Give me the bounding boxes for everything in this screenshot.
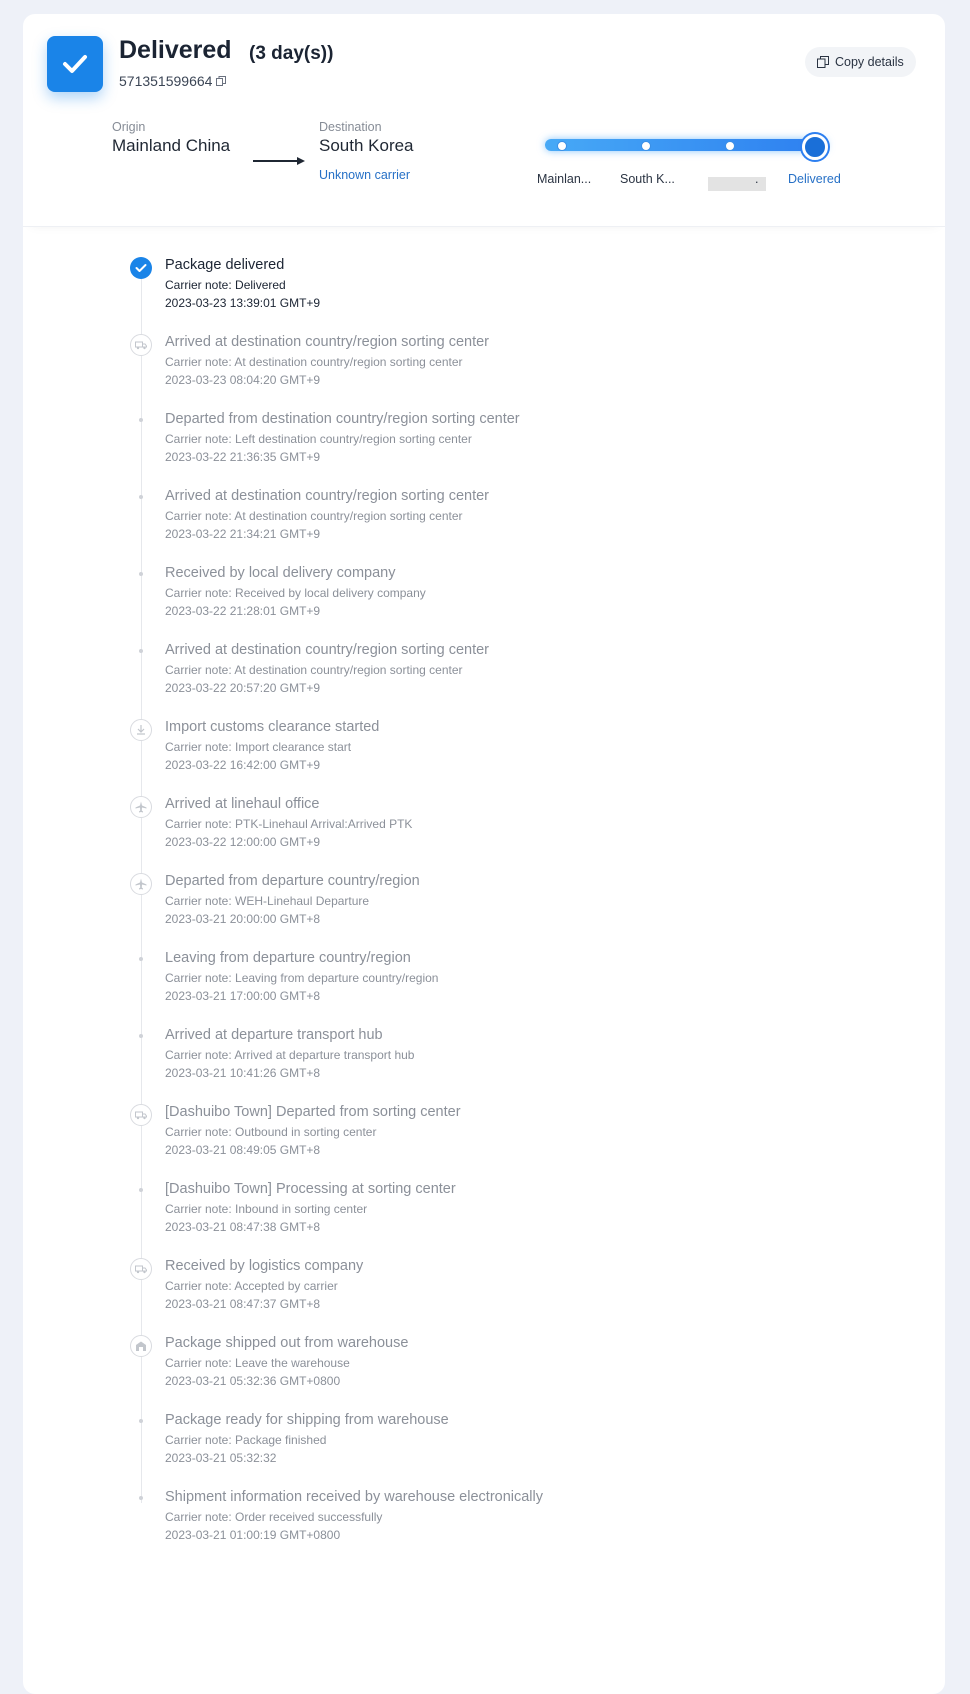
event-carrier-note: Carrier note: Arrived at departure transport hub — [165, 1048, 415, 1062]
progress-step-label: Mainlan... — [537, 172, 592, 186]
event-title: Shipment information received by warehouse electronically — [165, 1489, 543, 1505]
event-carrier-note: Carrier note: Delivered — [165, 278, 286, 292]
event-carrier-note: Carrier note: Order received successfully — [165, 1510, 383, 1524]
dot-icon — [139, 1496, 143, 1500]
event-timestamp: 2023-03-21 01:00:19 GMT+0800 — [165, 1528, 341, 1542]
carrier-link[interactable]: Unknown carrier — [319, 168, 411, 182]
event-title: Arrived at destination country/region sorting center — [165, 488, 490, 504]
timeline-event — [23, 1104, 945, 1180]
destination-label: Destination — [319, 120, 382, 134]
event-title: Package shipped out from warehouse — [165, 1335, 409, 1351]
progress-fill — [545, 139, 827, 151]
event-title: Package ready for shipping from warehouse — [165, 1412, 449, 1428]
event-carrier-note: Carrier note: At destination country/region sorting center — [165, 509, 463, 523]
event-title: Departed from destination country/region sorting center — [165, 411, 520, 427]
event-timestamp: 2023-03-21 08:49:05 GMT+8 — [165, 1143, 321, 1157]
timeline-event — [23, 1489, 945, 1565]
route-arrow-icon — [253, 157, 305, 165]
event-timestamp: 2023-03-21 08:47:38 GMT+8 — [165, 1220, 321, 1234]
event-title: Departed from departure country/region — [165, 873, 420, 889]
event-title: Arrived at departure transport hub — [165, 1027, 383, 1043]
destination-value: South Korea — [319, 136, 414, 155]
tracking-card — [23, 14, 945, 1694]
timeline-event — [23, 719, 945, 795]
event-timestamp: 2023-03-22 21:36:35 GMT+9 — [165, 450, 321, 464]
timeline-event — [23, 1258, 945, 1334]
event-carrier-note: Carrier note: Leaving from departure country/region — [165, 971, 439, 985]
dot-icon — [139, 649, 143, 653]
truck-icon — [130, 1104, 152, 1126]
delivered-status-icon — [47, 36, 103, 92]
event-title: Leaving from departure country/region — [165, 950, 411, 966]
dot-icon — [139, 1034, 143, 1038]
event-timestamp: 2023-03-23 13:39:01 GMT+9 — [165, 296, 321, 310]
timeline-event — [23, 488, 945, 564]
event-timestamp: 2023-03-21 17:00:00 GMT+8 — [165, 989, 321, 1003]
event-carrier-note: Carrier note: Left destination country/region sorting center — [165, 432, 472, 446]
event-timestamp: 2023-03-22 21:28:01 GMT+9 — [165, 604, 321, 618]
event-carrier-note: Carrier note: At destination country/region sorting center — [165, 355, 463, 369]
origin-value: Mainland China — [112, 136, 231, 155]
progress-step-label-current: Delivered — [788, 172, 841, 186]
event-timestamp: 2023-03-21 08:47:37 GMT+8 — [165, 1297, 321, 1311]
timeline-event — [23, 257, 945, 333]
event-carrier-note: Carrier note: Outbound in sorting center — [165, 1125, 377, 1139]
copy-icon[interactable] — [216, 76, 226, 86]
dot-icon — [139, 495, 143, 499]
copy-details-label: Copy details — [835, 55, 904, 69]
event-title: Received by logistics company — [165, 1258, 364, 1274]
progress-step-label: South K... — [620, 172, 675, 186]
tracking-number[interactable]: 571351599664 — [119, 73, 213, 89]
event-carrier-note: Carrier note: At destination country/region sorting center — [165, 663, 463, 677]
event-timestamp: 2023-03-22 12:00:00 GMT+9 — [165, 835, 321, 849]
event-carrier-note: Carrier note: Package finished — [165, 1433, 327, 1447]
timeline-event — [23, 642, 945, 718]
event-title: [Dashuibo Town] Departed from sorting center — [165, 1104, 461, 1120]
truck-icon — [130, 1258, 152, 1280]
tracking-number-row[interactable] — [119, 73, 226, 89]
event-carrier-note: Carrier note: Leave the warehouse — [165, 1356, 350, 1370]
event-carrier-note: Carrier note: Accepted by carrier — [165, 1279, 338, 1293]
event-title: Import customs clearance started — [165, 719, 380, 735]
event-timestamp: 2023-03-21 20:00:00 GMT+8 — [165, 912, 321, 926]
event-carrier-note: Carrier note: PTK-Linehaul Arrival:Arrived PTK — [165, 817, 413, 831]
tracking-header — [23, 14, 945, 227]
copy-icon — [817, 56, 829, 68]
event-timestamp: 2023-03-21 05:32:32 — [165, 1451, 277, 1465]
copy-details-button[interactable] — [805, 47, 916, 77]
transit-duration: (3 day(s)) — [249, 43, 334, 64]
event-title: Arrived at linehaul office — [165, 796, 320, 812]
event-carrier-note: Carrier note: Import clearance start — [165, 740, 352, 754]
event-timestamp: 2023-03-22 20:57:20 GMT+9 — [165, 681, 321, 695]
dot-icon — [139, 572, 143, 576]
truck-icon — [130, 334, 152, 356]
event-carrier-note: Carrier note: Inbound in sorting center — [165, 1202, 368, 1216]
timeline-event — [23, 334, 945, 410]
event-title: Package delivered — [165, 257, 285, 273]
timeline-event — [23, 1027, 945, 1103]
event-timestamp: 2023-03-23 08:04:20 GMT+9 — [165, 373, 321, 387]
plane-icon — [130, 873, 152, 895]
dot-icon — [139, 957, 143, 961]
timeline-event — [23, 565, 945, 641]
timeline-event — [23, 1181, 945, 1257]
progress-step-dot — [557, 141, 567, 151]
progress-bar — [541, 132, 831, 162]
origin-label: Origin — [112, 120, 146, 134]
event-timestamp: 2023-03-22 21:34:21 GMT+9 — [165, 527, 321, 541]
progress-step-dot — [641, 141, 651, 151]
dot-icon — [139, 1419, 143, 1423]
timeline-event — [23, 950, 945, 1026]
progress-step-label: . — [755, 172, 759, 186]
check-icon — [130, 257, 152, 279]
dot-icon — [139, 1188, 143, 1192]
event-title: Arrived at destination country/region sorting center — [165, 334, 490, 350]
dot-icon — [139, 418, 143, 422]
event-carrier-note: Carrier note: WEH-Linehaul Departure — [165, 894, 370, 908]
warehouse-icon — [130, 1335, 152, 1357]
plane-icon — [130, 796, 152, 818]
event-timestamp: 2023-03-21 05:32:36 GMT+0800 — [165, 1374, 341, 1388]
event-timestamp: 2023-03-22 16:42:00 GMT+9 — [165, 758, 321, 772]
progress-current-marker — [802, 134, 828, 160]
event-timestamp: 2023-03-21 10:41:26 GMT+8 — [165, 1066, 321, 1080]
customs-icon — [130, 719, 152, 741]
event-title: Arrived at destination country/region sorting center — [165, 642, 490, 658]
event-title: [Dashuibo Town] Processing at sorting center — [165, 1181, 456, 1197]
timeline-event — [23, 873, 945, 949]
timeline-event — [23, 1335, 945, 1411]
check-icon — [62, 53, 88, 75]
event-title: Received by local delivery company — [165, 565, 396, 581]
event-carrier-note: Carrier note: Received by local delivery company — [165, 586, 426, 600]
timeline-event — [23, 796, 945, 872]
progress-step-dot — [725, 141, 735, 151]
timeline-event — [23, 411, 945, 487]
timeline-event — [23, 1412, 945, 1488]
status-title: Delivered — [119, 36, 232, 64]
